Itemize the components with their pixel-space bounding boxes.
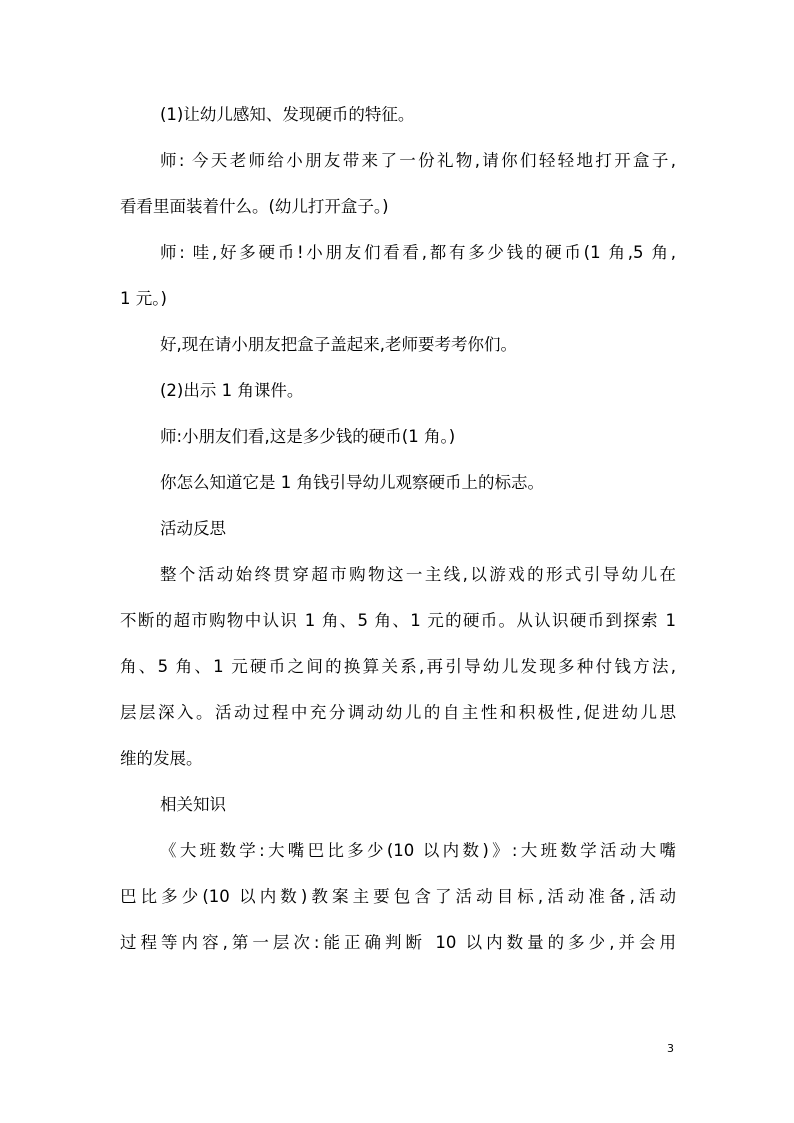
- paragraph-9: [120, 552, 676, 782]
- paragraph-11: [120, 828, 676, 966]
- section-heading-reflection: [120, 506, 676, 552]
- paragraph-2: [120, 138, 676, 230]
- paragraph-1: [120, 92, 676, 138]
- page-number: 3: [667, 1042, 674, 1055]
- text-line: 师: 哇,好多硬币!小朋友们看看,都有多少钱的硬币(1 角,5 角,: [160, 243, 676, 262]
- text-line: (1)让幼儿感知、发现硬币的特征。: [160, 105, 415, 124]
- paragraph-5: [120, 368, 676, 414]
- section-heading: 相关知识: [160, 795, 226, 814]
- text-line: 你怎么知道它是 1 角钱引导幼儿观察硬币上的标志。: [160, 473, 544, 492]
- text-line: 整个活动始终贯穿超市购物这一主线,以游戏的形式引导幼儿在: [160, 565, 676, 584]
- text-line: 师:小朋友们看,这是多少钱的硬币(1 角。): [160, 427, 456, 446]
- text-line: 《大班数学:大嘴巴比多少(10 以内数)》:大班数学活动大嘴: [160, 841, 676, 860]
- document-body: [120, 92, 676, 966]
- text-line: 过程等内容,第一层次:能正确判断 10 以内数量的多少,并会用: [120, 933, 676, 952]
- text-line: 角、5 角、1 元硬币之间的换算关系,再引导幼儿发现多种付钱方法,: [120, 657, 676, 676]
- section-heading: 活动反思: [160, 519, 226, 538]
- text-line: 师: 今天老师给小朋友带来了一份礼物,请你们轻轻地打开盒子,: [160, 151, 676, 170]
- paragraph-3: [120, 230, 676, 322]
- text-line: 维的发展。: [120, 749, 203, 768]
- text-line: 不断的超市购物中认识 1 角、5 角、1 元的硬币。从认识硬币到探索 1: [120, 611, 676, 630]
- paragraph-4: [120, 322, 676, 368]
- text-line: 层层深入。活动过程中充分调动幼儿的自主性和积极性,促进幼儿思: [120, 703, 676, 722]
- paragraph-7: [120, 460, 676, 506]
- text-line: (2)出示 1 角课件。: [160, 381, 304, 400]
- section-heading-related: [120, 782, 676, 828]
- text-line: 巴比多少(10 以内数)教案主要包含了活动目标,活动准备,活动: [120, 887, 676, 906]
- paragraph-6: [120, 414, 676, 460]
- text-line: 好,现在请小朋友把盒子盖起来,老师要考考你们。: [160, 335, 517, 354]
- text-line: 1 元。): [120, 289, 167, 308]
- text-line: 看看里面装着什么。(幼儿打开盒子。): [120, 197, 389, 216]
